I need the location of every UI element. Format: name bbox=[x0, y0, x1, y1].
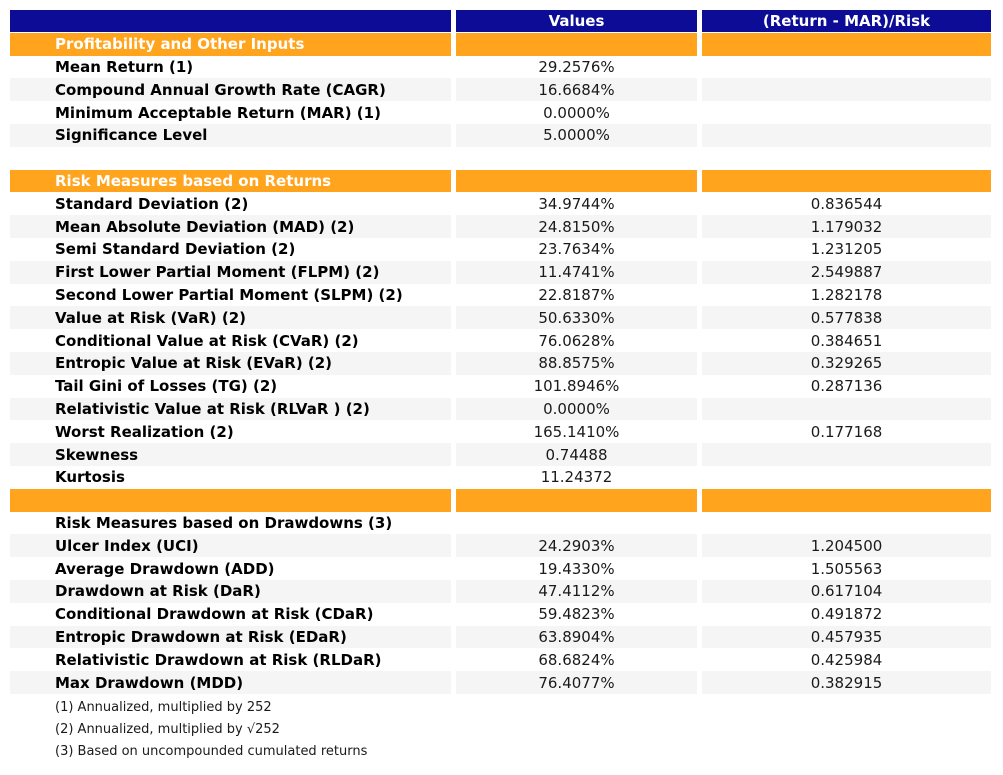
metric-label: Conditional Drawdown at Risk (CDaR) bbox=[10, 603, 451, 626]
table-row bbox=[10, 603, 991, 626]
metric-label: Average Drawdown (ADD) bbox=[10, 557, 451, 580]
metric-ratio: 0.425984 bbox=[702, 648, 991, 671]
table-row bbox=[10, 56, 991, 79]
metric-label: Max Drawdown (MDD) bbox=[10, 671, 451, 694]
metric-ratio: 0.577838 bbox=[702, 306, 991, 329]
table-row bbox=[10, 352, 991, 375]
metric-ratio: 0.384651 bbox=[702, 329, 991, 352]
metric-value bbox=[456, 147, 697, 170]
metric-ratio bbox=[702, 512, 991, 535]
metric-value: 5.0000% bbox=[456, 124, 697, 147]
header-empty-cell bbox=[10, 10, 451, 32]
table-row bbox=[10, 215, 991, 238]
metric-value: 101.8946% bbox=[456, 375, 697, 398]
table-row bbox=[10, 671, 991, 694]
metric-ratio: 0.382915 bbox=[702, 671, 991, 694]
metric-value: 29.2576% bbox=[456, 56, 697, 79]
table-row bbox=[10, 580, 991, 603]
metric-ratio: 1.505563 bbox=[702, 557, 991, 580]
metric-ratio bbox=[702, 489, 991, 512]
metric-value: 19.4330% bbox=[456, 557, 697, 580]
metric-label: Kurtosis bbox=[10, 466, 451, 489]
metric-value: 24.2903% bbox=[456, 534, 697, 557]
metric-value bbox=[456, 170, 697, 193]
metric-ratio bbox=[702, 443, 991, 466]
metric-value: 24.8150% bbox=[456, 215, 697, 238]
metric-label: Entropic Value at Risk (EVaR) (2) bbox=[10, 352, 451, 375]
table-row bbox=[10, 124, 991, 147]
table-row bbox=[10, 626, 991, 649]
metric-label: Risk Measures based on Drawdowns (3) bbox=[10, 512, 451, 535]
metric-ratio: 0.617104 bbox=[702, 580, 991, 603]
footnote-2: (2) Annualized, multiplied by √252 bbox=[55, 722, 280, 737]
table-row bbox=[10, 78, 991, 101]
table-header-row bbox=[10, 10, 991, 33]
table-row bbox=[10, 261, 991, 284]
metric-value: 63.8904% bbox=[456, 626, 697, 649]
metric-label: Entropic Drawdown at Risk (EDaR) bbox=[10, 626, 451, 649]
metric-value: 0.0000% bbox=[456, 101, 697, 124]
table-row bbox=[10, 420, 991, 443]
metric-label: Relativistic Drawdown at Risk (RLDaR) bbox=[10, 648, 451, 671]
metric-value: 16.6684% bbox=[456, 78, 697, 101]
table-row bbox=[10, 101, 991, 124]
metric-value: 50.6330% bbox=[456, 306, 697, 329]
metric-label: Skewness bbox=[10, 443, 451, 466]
metric-ratio: 1.179032 bbox=[702, 215, 991, 238]
table-row bbox=[10, 284, 991, 307]
metric-ratio bbox=[702, 466, 991, 489]
metric-label: Standard Deviation (2) bbox=[10, 192, 451, 215]
metric-label bbox=[10, 147, 451, 170]
metric-value bbox=[456, 512, 697, 535]
metric-ratio: 0.287136 bbox=[702, 375, 991, 398]
metric-value: 23.7634% bbox=[456, 238, 697, 261]
footnote-3: (3) Based on uncompounded cumulated returns bbox=[55, 744, 368, 759]
section-header-row bbox=[10, 489, 991, 512]
metric-ratio bbox=[702, 101, 991, 124]
metric-value: 76.4077% bbox=[456, 671, 697, 694]
table-row bbox=[10, 466, 991, 489]
metric-value bbox=[456, 33, 697, 56]
metric-label: Minimum Acceptable Return (MAR) (1) bbox=[10, 101, 451, 124]
footnotes bbox=[55, 697, 367, 763]
table-row bbox=[10, 648, 991, 671]
metric-label: Compound Annual Growth Rate (CAGR) bbox=[10, 78, 451, 101]
metric-value: 76.0628% bbox=[456, 329, 697, 352]
metric-value: 68.6824% bbox=[456, 648, 697, 671]
header-ratio-label: (Return - MAR)/Risk bbox=[702, 10, 991, 32]
metric-value: 22.8187% bbox=[456, 284, 697, 307]
metric-ratio bbox=[702, 398, 991, 421]
table-body bbox=[10, 33, 991, 694]
metric-ratio bbox=[702, 33, 991, 56]
metric-ratio: 0.329265 bbox=[702, 352, 991, 375]
metric-label: Semi Standard Deviation (2) bbox=[10, 238, 451, 261]
section-header-row bbox=[10, 170, 991, 193]
table-row bbox=[10, 329, 991, 352]
table-row bbox=[10, 443, 991, 466]
metrics-table bbox=[10, 10, 991, 694]
metric-value: 11.4741% bbox=[456, 261, 697, 284]
metric-value bbox=[456, 489, 697, 512]
metric-ratio bbox=[702, 124, 991, 147]
metric-label bbox=[10, 489, 451, 512]
metric-label: Profitability and Other Inputs bbox=[10, 33, 451, 56]
table-row bbox=[10, 534, 991, 557]
metric-value: 34.9744% bbox=[456, 192, 697, 215]
metric-value: 11.24372 bbox=[456, 466, 697, 489]
header-values-label: Values bbox=[456, 10, 697, 32]
metric-value: 88.8575% bbox=[456, 352, 697, 375]
table-row bbox=[10, 306, 991, 329]
spacer-row bbox=[10, 147, 991, 170]
metric-label: Worst Realization (2) bbox=[10, 420, 451, 443]
metric-ratio: 2.549887 bbox=[702, 261, 991, 284]
section-header-row bbox=[10, 33, 991, 56]
footnote-1: (1) Annualized, multiplied by 252 bbox=[55, 700, 272, 715]
metric-value: 0.0000% bbox=[456, 398, 697, 421]
metric-ratio: 1.231205 bbox=[702, 238, 991, 261]
table-row bbox=[10, 375, 991, 398]
metric-label: Ulcer Index (UCI) bbox=[10, 534, 451, 557]
metric-value: 165.1410% bbox=[456, 420, 697, 443]
table-row bbox=[10, 192, 991, 215]
metric-ratio: 0.457935 bbox=[702, 626, 991, 649]
metric-ratio: 0.836544 bbox=[702, 192, 991, 215]
metric-ratio bbox=[702, 56, 991, 79]
metric-label: Tail Gini of Losses (TG) (2) bbox=[10, 375, 451, 398]
metric-label: Mean Return (1) bbox=[10, 56, 451, 79]
table-row bbox=[10, 238, 991, 261]
metric-value: 47.4112% bbox=[456, 580, 697, 603]
metric-ratio bbox=[702, 170, 991, 193]
metric-ratio bbox=[702, 78, 991, 101]
metric-value: 0.74488 bbox=[456, 443, 697, 466]
metric-ratio: 0.177168 bbox=[702, 420, 991, 443]
metric-ratio: 1.282178 bbox=[702, 284, 991, 307]
metric-label: Significance Level bbox=[10, 124, 451, 147]
metric-label: Risk Measures based on Returns bbox=[10, 170, 451, 193]
metric-ratio bbox=[702, 147, 991, 170]
metric-label: Value at Risk (VaR) (2) bbox=[10, 306, 451, 329]
table-row bbox=[10, 398, 991, 421]
metric-label: Mean Absolute Deviation (MAD) (2) bbox=[10, 215, 451, 238]
table-row bbox=[10, 557, 991, 580]
metric-label: Conditional Value at Risk (CVaR) (2) bbox=[10, 329, 451, 352]
metric-label: First Lower Partial Moment (FLPM) (2) bbox=[10, 261, 451, 284]
metric-label: Second Lower Partial Moment (SLPM) (2) bbox=[10, 284, 451, 307]
metric-value: 59.4823% bbox=[456, 603, 697, 626]
metric-label: Relativistic Value at Risk (RLVaR ) (2) bbox=[10, 398, 451, 421]
metric-ratio: 1.204500 bbox=[702, 534, 991, 557]
metric-ratio: 0.491872 bbox=[702, 603, 991, 626]
table-row bbox=[10, 512, 991, 535]
metric-label: Drawdown at Risk (DaR) bbox=[10, 580, 451, 603]
